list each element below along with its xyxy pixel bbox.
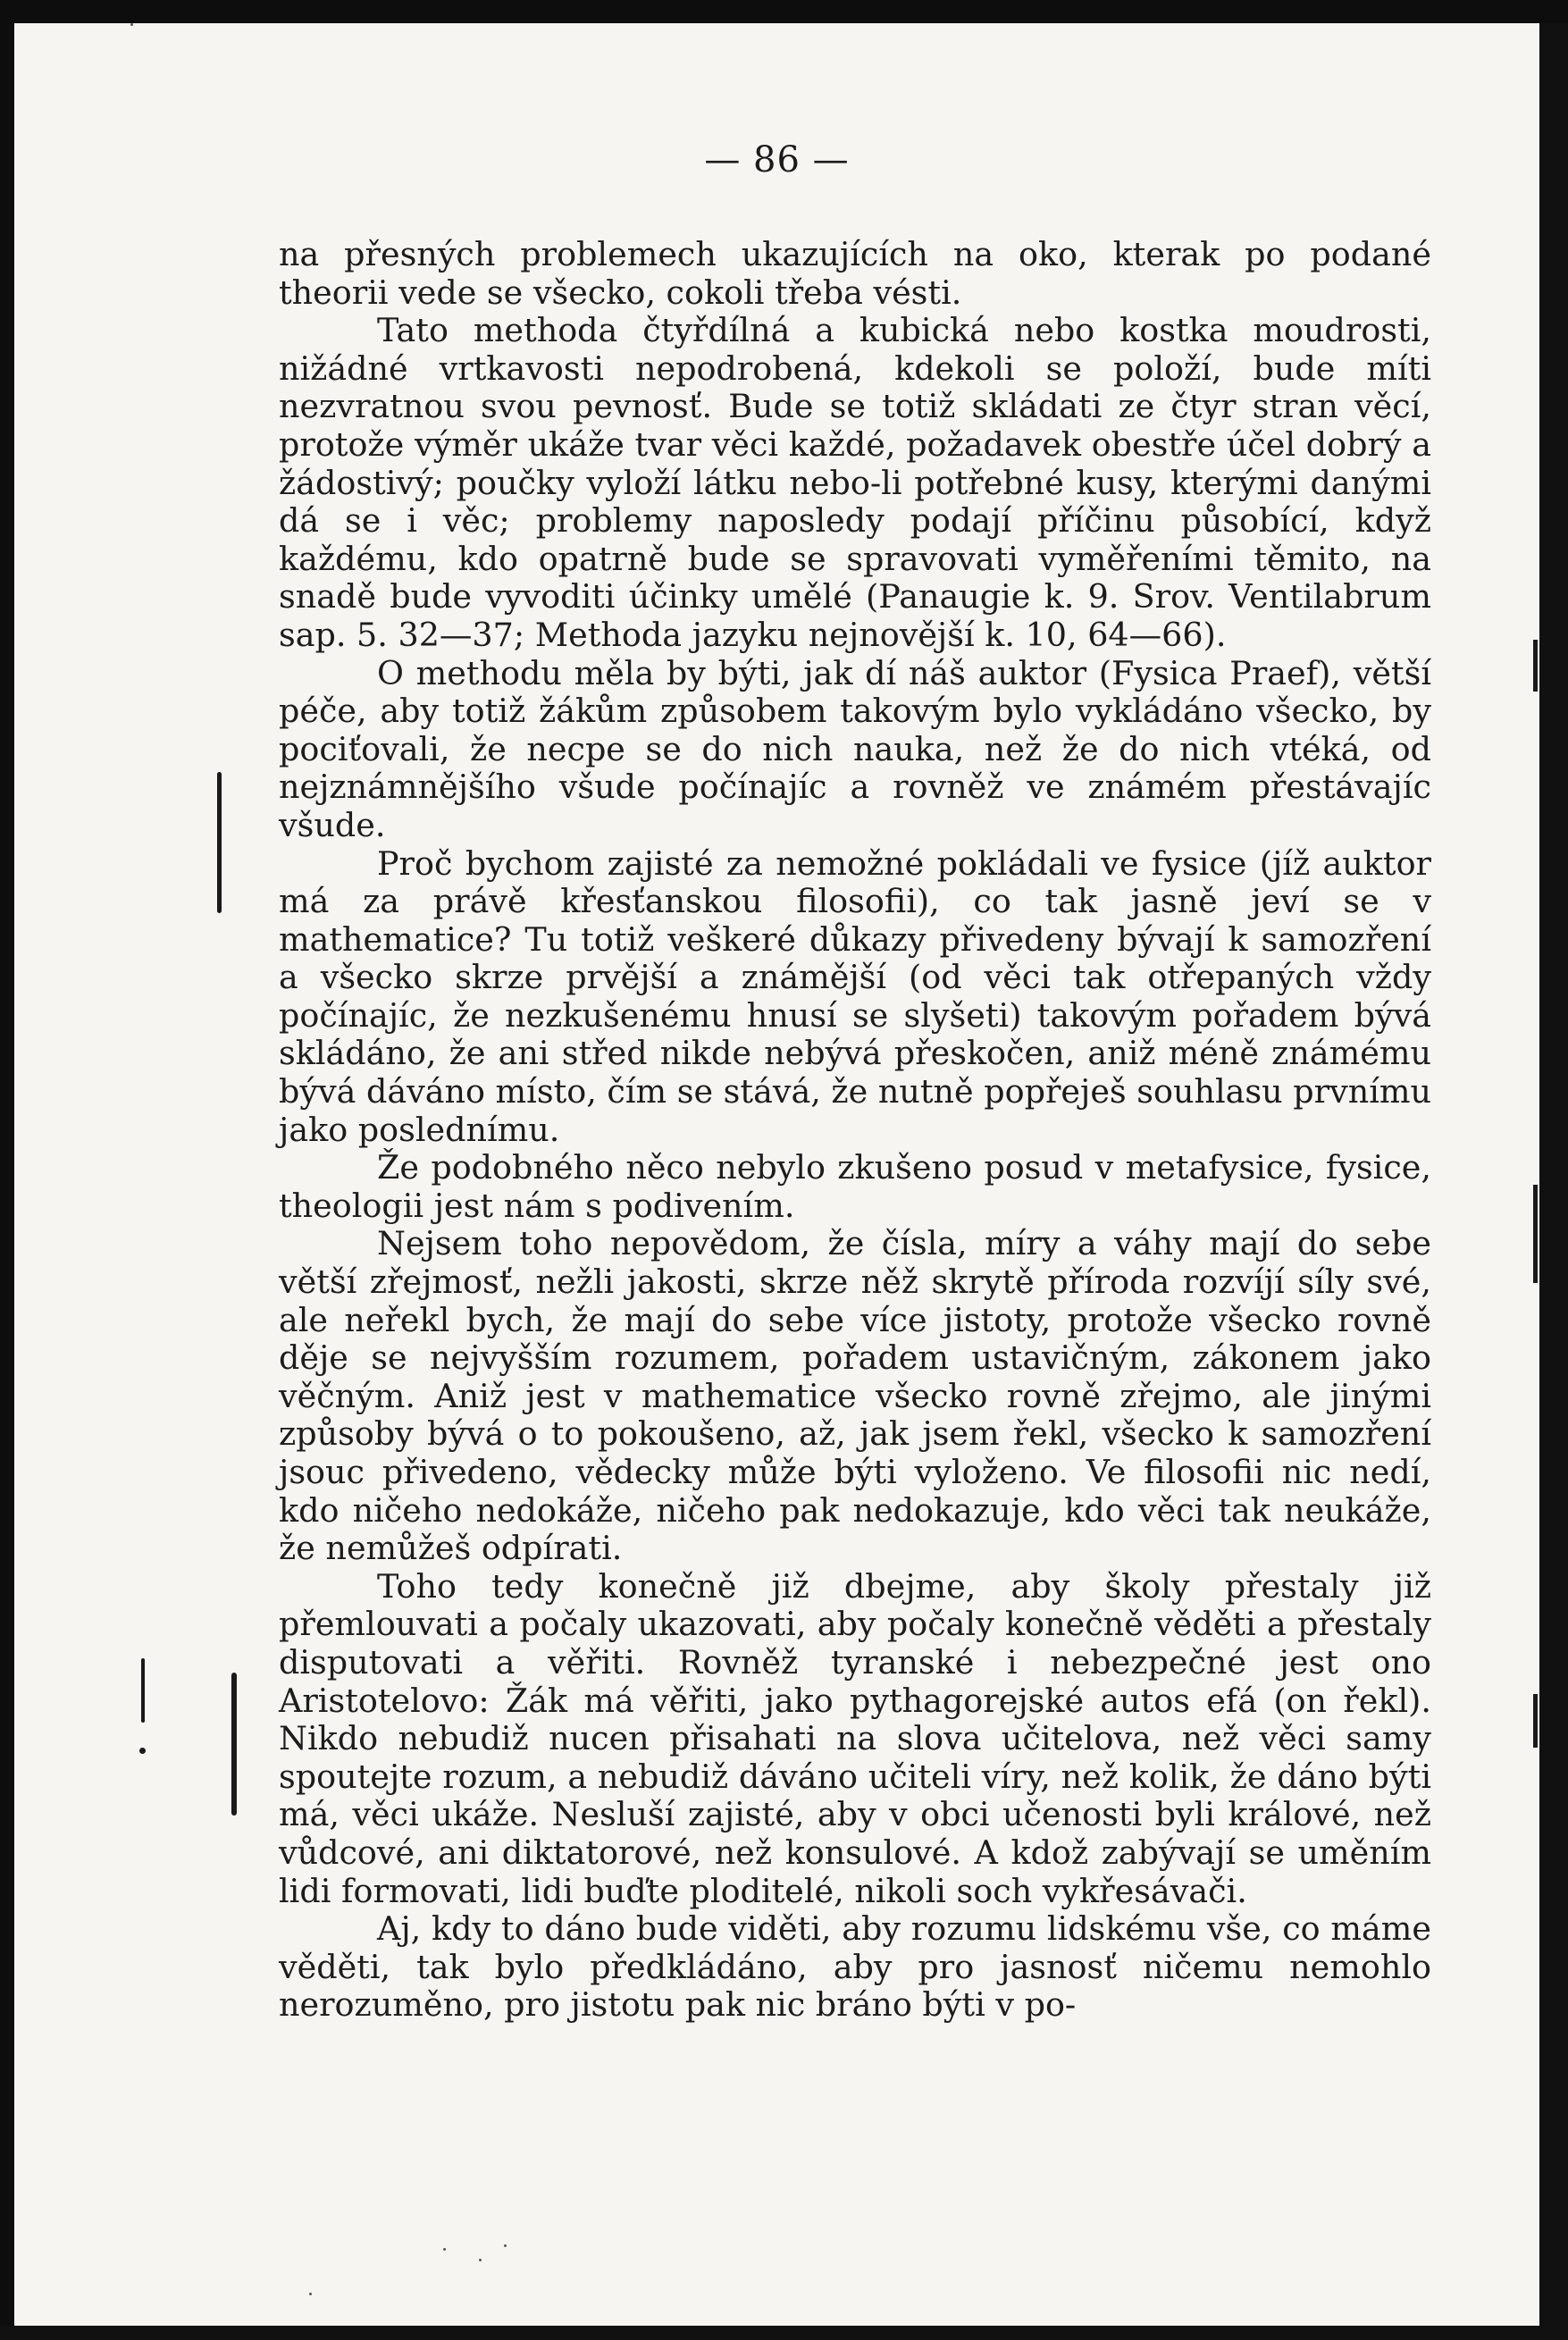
scan-border-bottom — [0, 2326, 1568, 2340]
paragraph-4: Proč bychom zajisté za nemožné pokládali ve fysice (jíž auktor má za právě křesťanskou filosofii), co tak jasně jeví se v mathematice? Tu totiž veškeré důkazy přivedeny bývají k samozření a všecko skrze prvější a známější (od věci tak otřepaných vždy počínajíc, že nezkušenému hnusí se slyšeti) takovým pořadem bývá skládáno, že ani střed nikde nebývá přeskočen, aniž méně známému bývá dáváno místo, čím se stává, že nutně popřeješ souhlasu prvnímu jako poslednímu. — [279, 843, 1431, 1149]
scan-speck — [130, 23, 133, 26]
page-number: — 86 — — [704, 139, 850, 180]
paragraph-3: O methodu měla by býti, jak dí náš auktor (Fysica Praef), větší péče, aby totiž žákům způsobem takovým bylo vykládáno všecko, by pociťovali, že necpe se do nich nauka, než že do nich vtéká, od nejznámnějšího všude počínajíc a rovněž ve známém přestávajíc všude. — [279, 653, 1431, 844]
scanned-page — [14, 23, 1539, 2326]
scan-border-right — [1539, 23, 1568, 2340]
paragraph-5: Že podobného něco nebylo zkušeno posud v metafysice, fysice, theologii jest nám s podivením. — [279, 1148, 1431, 1225]
scan-speck — [504, 2244, 507, 2247]
body-text — [279, 236, 1431, 2025]
paragraph-6: Nejsem toho nepovědom, že čísla, míry a váhy mají do sebe větší zřejmosť, nežli jakosti, skrze něž skrytě příroda rozvíjí síly své, ale neřekl bych, že mají do sebe více jistoty, protože všecko rovně děje se nejvyšším rozumem, pořadem ustavičným, zákonem jako věčným. Aniž jest v mathematice všecko rovně zřejmo, ale jinými způsoby bývá o to pokoušeno, až, jak jsem řekl, všecko k samozření jsouc přivedeno, vědecky může býti vyloženo. Ve filosofii nic nedí, kdo ničeho nedokáže, ničeho pak nedokazuje, kdo věci tak neukáže, že nemůžeš odpírati. — [279, 1224, 1431, 1568]
margin-exclamation-dot — [139, 1748, 146, 1754]
edge-tick-mark — [1533, 1694, 1538, 1748]
edge-tick-mark — [1533, 1185, 1538, 1283]
edge-tick-mark — [1533, 640, 1538, 692]
margin-bracket-mark — [231, 1673, 237, 1816]
paragraph-1: na přesných problemech ukazujících na oko, kterak po podané theorii vede se všecko, cokoli třeba vésti. — [279, 235, 1431, 312]
paragraph-2: Tato methoda čtyřdílná a kubická nebo kostka moudrosti, nižádné vrtkavosti nepodrobená, kdekoli se položí, bude míti nezvratnou svou pevnosť. Bude se totiž skládati ze čtyr stran věcí, protože výměr ukáže tvar věci každé, požadavek obestře účel dobrý a žádostivý; poučky vyloží látku nebo-li potřebné kusy, kterými danými dá se i věc; problemy naposledy podají příčinu působící, když každému, kdo opatrně bude se spravovati vyměřeními těmito, na snadě bude vyvoditi účinky umělé (Panaugie k. 9. Srov. Ventilabrum sap. 5. 32—37; Methoda jazyku nejnovější k. 10, 64—66). — [279, 311, 1431, 654]
margin-line-mark — [217, 772, 222, 913]
scan-speck — [443, 2248, 446, 2251]
paragraph-7: Toho tedy konečně již dbejme, aby školy přestaly již přemlouvati a počaly ukazovati, aby počaly konečně věděti a přestaly disputovati a věřiti. Rovněž tyranské i nebezpečné jest ono Aristotelovo: Žák má věřiti, jako pythagorejské autos efá (on řekl). Nikdo nebudiž nucen přisahati na slova učitelova, než věci samy spoutejte rozum, a nebudiž dáváno učiteli víry, než kolik, že dáno býti má, věci ukáže. Nesluší zajisté, aby v obci učenosti byli králové, než vůdcové, ani diktatorové, než konsulové. A kdož zabývají se uměním lidi formovati, lidi buďte ploditelé, nikoli soch vykřesávači. — [279, 1566, 1431, 1910]
margin-exclamation-mark — [141, 1658, 145, 1723]
scan-speck — [309, 2293, 312, 2295]
scan-speck — [479, 2259, 482, 2261]
paragraph-8: Aj, kdy to dáno bude viděti, aby rozumu lidskému vše, co máme věděti, tak bylo předkládáno, aby pro jasnosť ničemu nemohlo nerozuměno, pro jistotu pak nic bráno býti v po- — [279, 1909, 1431, 2025]
